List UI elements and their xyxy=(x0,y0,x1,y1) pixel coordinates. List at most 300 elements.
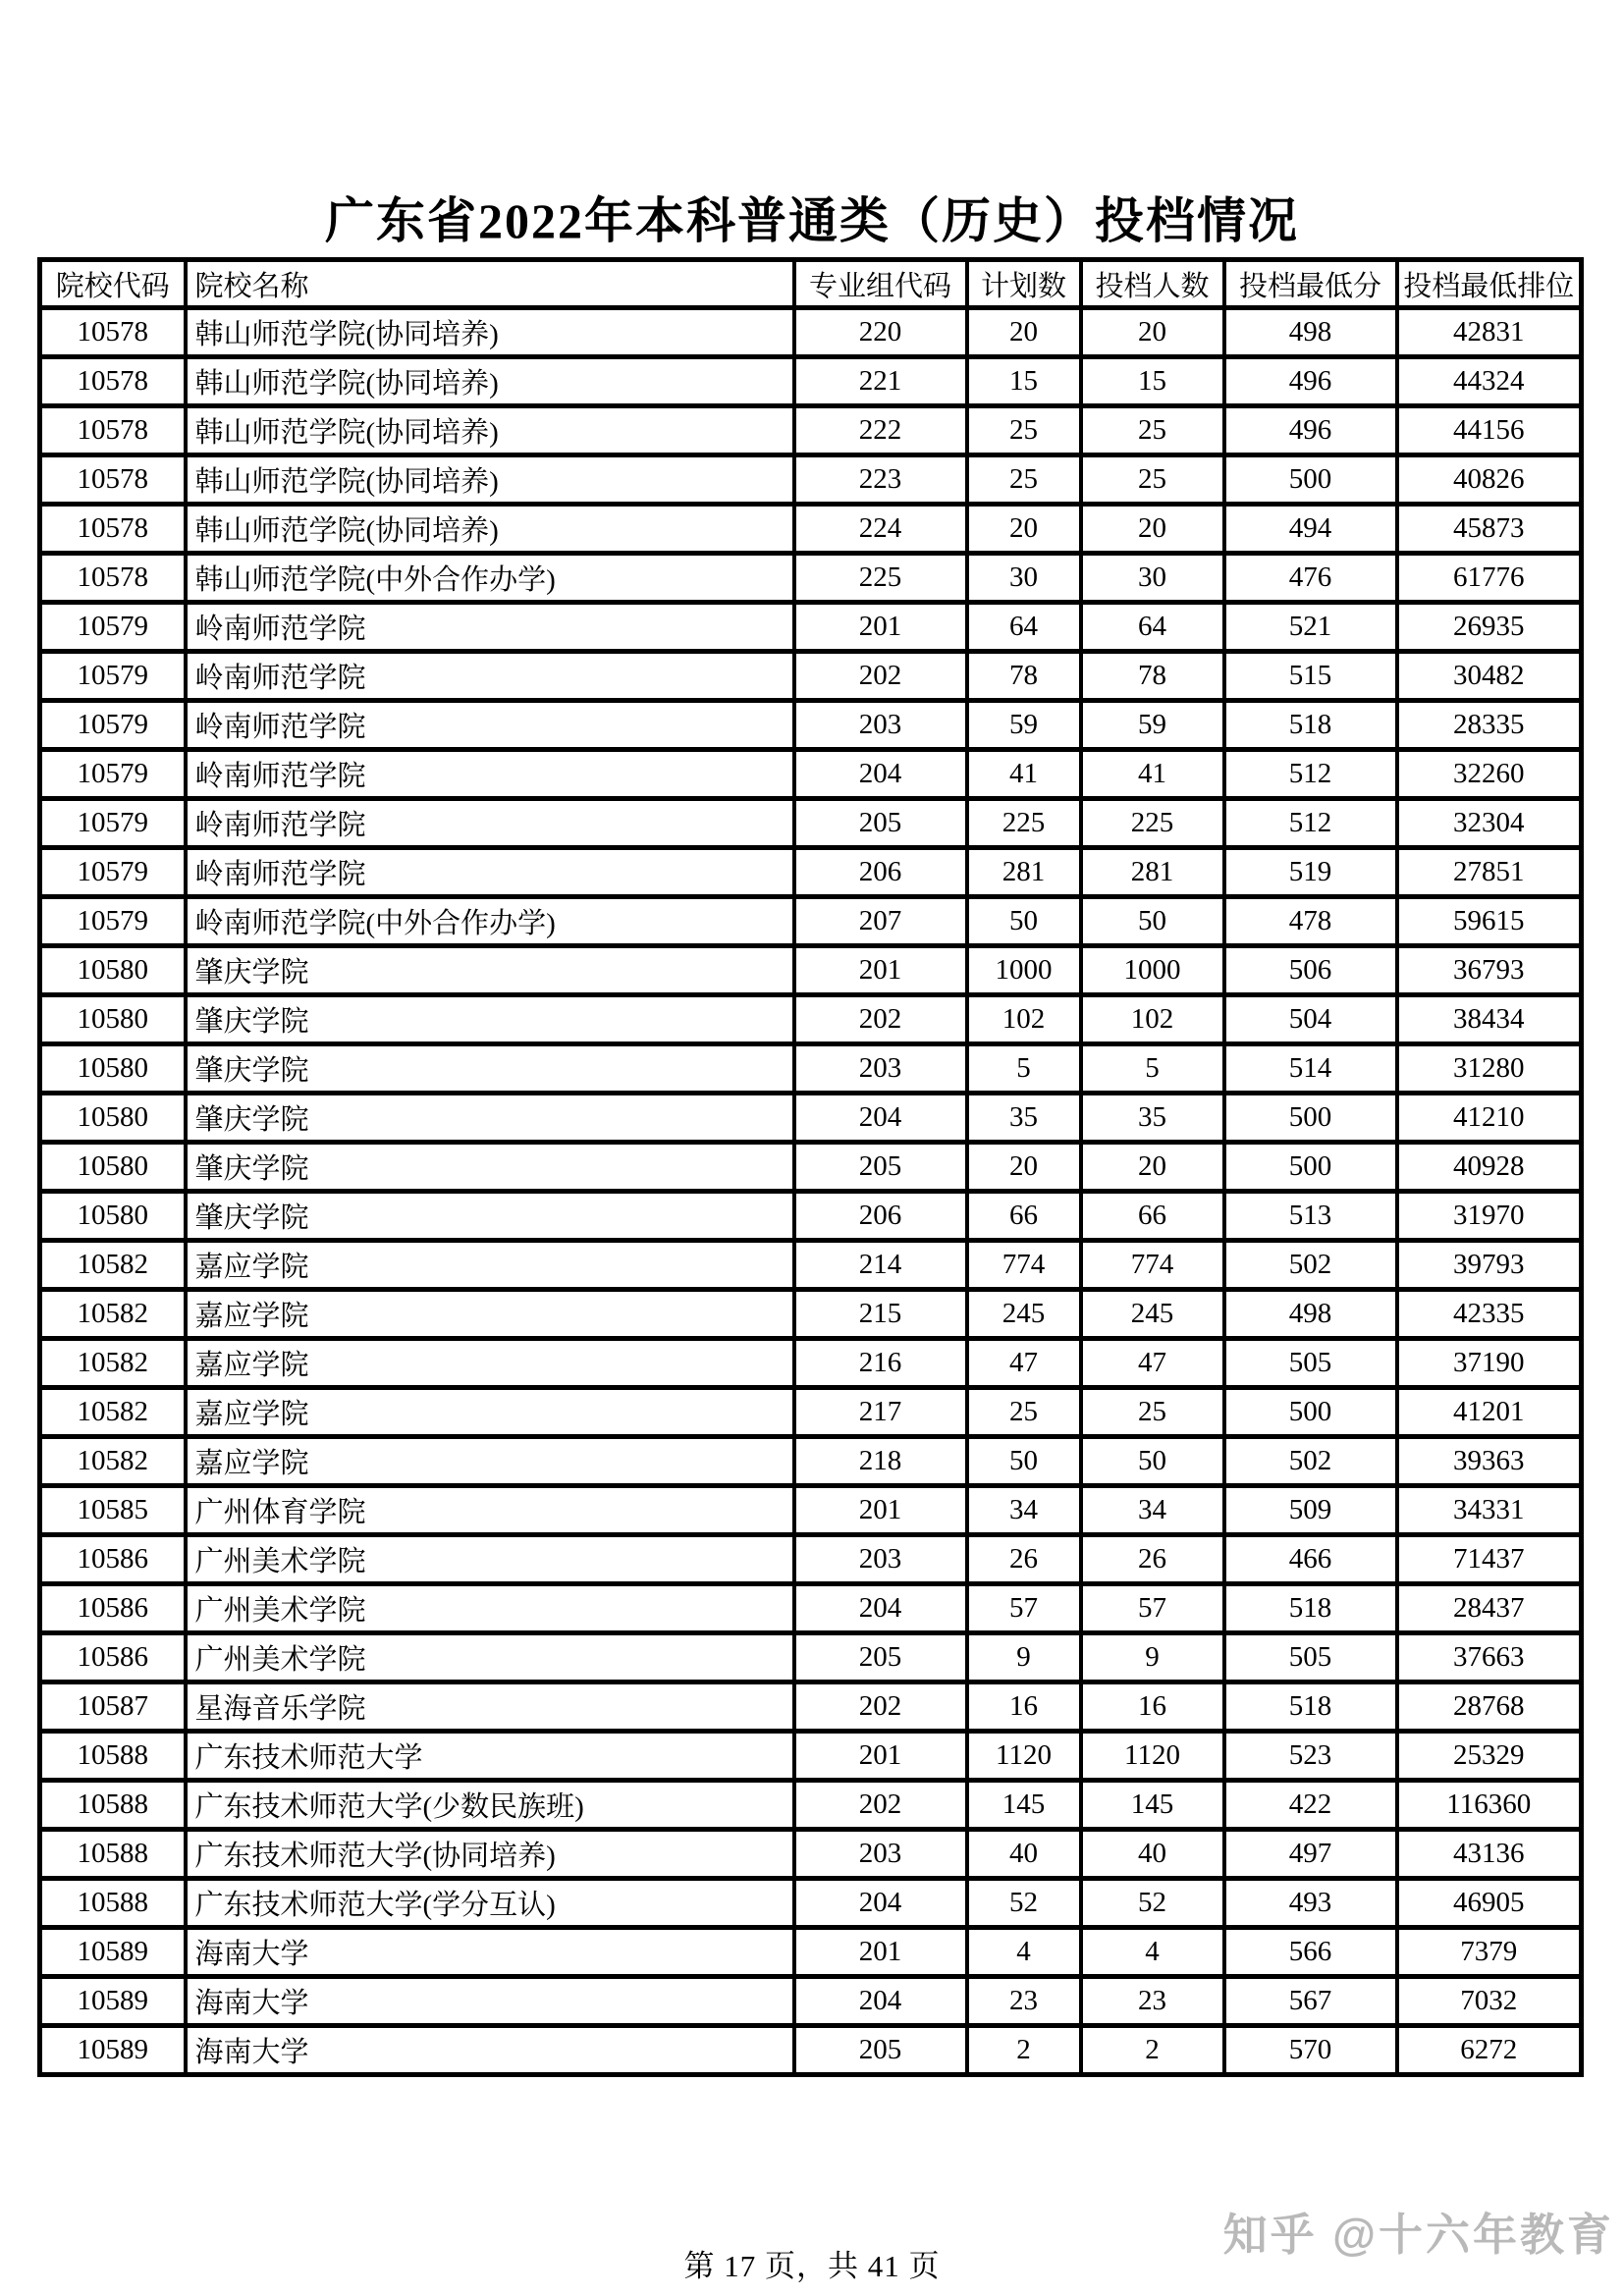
table-cell: 10579 xyxy=(40,799,186,848)
table-row xyxy=(40,1928,1582,1977)
table-cell: 7032 xyxy=(1397,1977,1582,2026)
table-cell: 海南大学 xyxy=(186,1977,794,2026)
admission-table xyxy=(37,257,1584,2077)
table-cell: 10588 xyxy=(40,1781,186,1830)
table-cell: 15 xyxy=(1081,357,1224,406)
column-header: 院校代码 xyxy=(40,260,186,308)
column-header: 院校名称 xyxy=(186,260,794,308)
table-cell: 16 xyxy=(967,1682,1081,1732)
table-cell: 25 xyxy=(967,455,1081,505)
table-cell: 嘉应学院 xyxy=(186,1339,794,1388)
table-cell: 509 xyxy=(1224,1486,1397,1535)
table-cell: 205 xyxy=(794,799,967,848)
table-cell: 59615 xyxy=(1397,897,1582,946)
table-cell: 1000 xyxy=(967,946,1081,995)
table-cell: 203 xyxy=(794,1535,967,1584)
table-cell: 34 xyxy=(967,1486,1081,1535)
table-cell: 1120 xyxy=(1081,1732,1224,1781)
table-cell: 10580 xyxy=(40,1044,186,1094)
table-cell: 4 xyxy=(1081,1928,1224,1977)
table-cell: 521 xyxy=(1224,603,1397,652)
table-cell: 225 xyxy=(1081,799,1224,848)
column-header: 投档最低分 xyxy=(1224,260,1397,308)
table-cell: 42831 xyxy=(1397,308,1582,357)
table-header-row xyxy=(40,260,1582,308)
table-cell: 31280 xyxy=(1397,1044,1582,1094)
table-cell: 518 xyxy=(1224,1682,1397,1732)
table-cell: 64 xyxy=(967,603,1081,652)
table-cell: 36793 xyxy=(1397,946,1582,995)
table-cell: 205 xyxy=(794,2026,967,2075)
table-cell: 海南大学 xyxy=(186,2026,794,2075)
table-cell: 206 xyxy=(794,848,967,897)
table-cell: 64 xyxy=(1081,603,1224,652)
table-cell: 10580 xyxy=(40,946,186,995)
table-cell: 肇庆学院 xyxy=(186,1143,794,1192)
table-cell: 广州体育学院 xyxy=(186,1486,794,1535)
watermark: 知乎 @十六年教育 xyxy=(1222,2210,1614,2260)
table-cell: 9 xyxy=(967,1633,1081,1682)
table-cell: 10579 xyxy=(40,848,186,897)
table-cell: 245 xyxy=(1081,1290,1224,1339)
table-cell: 500 xyxy=(1224,1388,1397,1437)
table-cell: 海南大学 xyxy=(186,1928,794,1977)
table-cell: 23 xyxy=(1081,1977,1224,2026)
table-cell: 519 xyxy=(1224,848,1397,897)
table-cell: 500 xyxy=(1224,455,1397,505)
table-cell: 10578 xyxy=(40,357,186,406)
table-cell: 42335 xyxy=(1397,1290,1582,1339)
table-cell: 45873 xyxy=(1397,505,1582,554)
table-row xyxy=(40,1535,1582,1584)
table-cell: 41 xyxy=(967,750,1081,799)
table-cell: 221 xyxy=(794,357,967,406)
table-cell: 478 xyxy=(1224,897,1397,946)
table-cell: 523 xyxy=(1224,1732,1397,1781)
table-cell: 570 xyxy=(1224,2026,1397,2075)
table-cell: 10580 xyxy=(40,995,186,1044)
table-cell: 518 xyxy=(1224,1584,1397,1633)
table-cell: 41201 xyxy=(1397,1388,1582,1437)
table-row xyxy=(40,995,1582,1044)
table-cell: 201 xyxy=(794,603,967,652)
table-cell: 10580 xyxy=(40,1094,186,1143)
table-cell: 512 xyxy=(1224,799,1397,848)
table-cell: 102 xyxy=(1081,995,1224,1044)
table-cell: 422 xyxy=(1224,1781,1397,1830)
table-cell: 66 xyxy=(967,1192,1081,1241)
table-cell: 46905 xyxy=(1397,1879,1582,1928)
table-cell: 10579 xyxy=(40,603,186,652)
table-row xyxy=(40,701,1582,750)
table-cell: 25 xyxy=(1081,455,1224,505)
table-row xyxy=(40,1682,1582,1732)
table-cell: 25 xyxy=(967,406,1081,455)
table-cell: 502 xyxy=(1224,1241,1397,1290)
table-cell: 10582 xyxy=(40,1241,186,1290)
table-row xyxy=(40,603,1582,652)
table-cell: 496 xyxy=(1224,406,1397,455)
table-cell: 217 xyxy=(794,1388,967,1437)
table-cell: 嘉应学院 xyxy=(186,1290,794,1339)
table-cell: 10589 xyxy=(40,1977,186,2026)
table-cell: 岭南师范学院 xyxy=(186,750,794,799)
table-cell: 5 xyxy=(1081,1044,1224,1094)
column-header: 计划数 xyxy=(967,260,1081,308)
table-cell: 肇庆学院 xyxy=(186,1044,794,1094)
table-cell: 10586 xyxy=(40,1633,186,1682)
table-cell: 韩山师范学院(协同培养) xyxy=(186,357,794,406)
table-cell: 476 xyxy=(1224,554,1397,603)
table-cell: 16 xyxy=(1081,1682,1224,1732)
table-cell: 203 xyxy=(794,1830,967,1879)
table-cell: 59 xyxy=(1081,701,1224,750)
table-cell: 78 xyxy=(967,652,1081,701)
table-cell: 广州美术学院 xyxy=(186,1584,794,1633)
table-cell: 116360 xyxy=(1397,1781,1582,1830)
table-row xyxy=(40,897,1582,946)
table-cell: 10582 xyxy=(40,1339,186,1388)
table-cell: 韩山师范学院(中外合作办学) xyxy=(186,554,794,603)
column-header: 投档最低排位 xyxy=(1397,260,1582,308)
table-cell: 嘉应学院 xyxy=(186,1388,794,1437)
table-cell: 47 xyxy=(967,1339,1081,1388)
table-cell: 10582 xyxy=(40,1290,186,1339)
table-cell: 281 xyxy=(1081,848,1224,897)
table-cell: 205 xyxy=(794,1633,967,1682)
table-cell: 567 xyxy=(1224,1977,1397,2026)
table-cell: 506 xyxy=(1224,946,1397,995)
table-cell: 星海音乐学院 xyxy=(186,1682,794,1732)
table-cell: 245 xyxy=(967,1290,1081,1339)
table-cell: 102 xyxy=(967,995,1081,1044)
column-header: 投档人数 xyxy=(1081,260,1224,308)
table-cell: 201 xyxy=(794,946,967,995)
table-cell: 40 xyxy=(967,1830,1081,1879)
table-cell: 30482 xyxy=(1397,652,1582,701)
table-cell: 韩山师范学院(协同培养) xyxy=(186,455,794,505)
table-row xyxy=(40,946,1582,995)
table-cell: 28437 xyxy=(1397,1584,1582,1633)
table-cell: 206 xyxy=(794,1192,967,1241)
table-cell: 25 xyxy=(1081,406,1224,455)
table-cell: 201 xyxy=(794,1732,967,1781)
table-cell: 7379 xyxy=(1397,1928,1582,1977)
table-cell: 66 xyxy=(1081,1192,1224,1241)
table-cell: 207 xyxy=(794,897,967,946)
table-cell: 20 xyxy=(1081,505,1224,554)
table-cell: 10578 xyxy=(40,505,186,554)
table-cell: 10579 xyxy=(40,750,186,799)
table-cell: 204 xyxy=(794,1584,967,1633)
table-cell: 10582 xyxy=(40,1437,186,1486)
table-cell: 10588 xyxy=(40,1879,186,1928)
table-row xyxy=(40,1143,1582,1192)
table-cell: 30 xyxy=(967,554,1081,603)
table-row xyxy=(40,1486,1582,1535)
table-row xyxy=(40,2026,1582,2075)
table-cell: 223 xyxy=(794,455,967,505)
table-cell: 10579 xyxy=(40,897,186,946)
table-row xyxy=(40,357,1582,406)
page-footer: 第 17 页，共 41 页 xyxy=(683,2249,941,2283)
table-cell: 566 xyxy=(1224,1928,1397,1977)
table-cell: 39793 xyxy=(1397,1241,1582,1290)
table-cell: 9 xyxy=(1081,1633,1224,1682)
table-cell: 25329 xyxy=(1397,1732,1582,1781)
table-cell: 34 xyxy=(1081,1486,1224,1535)
table-cell: 38434 xyxy=(1397,995,1582,1044)
table-cell: 广东技术师范大学(少数民族班) xyxy=(186,1781,794,1830)
table-row xyxy=(40,505,1582,554)
table-body xyxy=(40,308,1582,2075)
table-cell: 10578 xyxy=(40,554,186,603)
table-cell: 215 xyxy=(794,1290,967,1339)
table-cell: 广东技术师范大学(学分互认) xyxy=(186,1879,794,1928)
table-cell: 145 xyxy=(967,1781,1081,1830)
table-cell: 205 xyxy=(794,1143,967,1192)
table-cell: 40928 xyxy=(1397,1143,1582,1192)
table-cell: 43136 xyxy=(1397,1830,1582,1879)
table-cell: 23 xyxy=(967,1977,1081,2026)
table-cell: 220 xyxy=(794,308,967,357)
table-cell: 466 xyxy=(1224,1535,1397,1584)
table-cell: 512 xyxy=(1224,750,1397,799)
table-cell: 广东技术师范大学(协同培养) xyxy=(186,1830,794,1879)
table-cell: 78 xyxy=(1081,652,1224,701)
table-cell: 27851 xyxy=(1397,848,1582,897)
table-row xyxy=(40,1879,1582,1928)
table-cell: 10579 xyxy=(40,652,186,701)
table-cell: 肇庆学院 xyxy=(186,1094,794,1143)
table-cell: 496 xyxy=(1224,357,1397,406)
table-cell: 岭南师范学院 xyxy=(186,701,794,750)
table-cell: 10589 xyxy=(40,2026,186,2075)
table-cell: 500 xyxy=(1224,1143,1397,1192)
table-row xyxy=(40,308,1582,357)
table-cell: 岭南师范学院 xyxy=(186,848,794,897)
table-cell: 52 xyxy=(1081,1879,1224,1928)
table-cell: 281 xyxy=(967,848,1081,897)
table-row xyxy=(40,1977,1582,2026)
table-cell: 218 xyxy=(794,1437,967,1486)
table-row xyxy=(40,406,1582,455)
table-cell: 202 xyxy=(794,652,967,701)
table-cell: 224 xyxy=(794,505,967,554)
table-cell: 201 xyxy=(794,1928,967,1977)
table-cell: 498 xyxy=(1224,308,1397,357)
table-cell: 505 xyxy=(1224,1633,1397,1682)
table-cell: 35 xyxy=(967,1094,1081,1143)
table-cell: 韩山师范学院(协同培养) xyxy=(186,406,794,455)
table-cell: 40 xyxy=(1081,1830,1224,1879)
table-row xyxy=(40,652,1582,701)
table-cell: 214 xyxy=(794,1241,967,1290)
table-cell: 10588 xyxy=(40,1830,186,1879)
table-cell: 1120 xyxy=(967,1732,1081,1781)
table-cell: 57 xyxy=(967,1584,1081,1633)
table-cell: 10589 xyxy=(40,1928,186,1977)
table-row xyxy=(40,1781,1582,1830)
table-cell: 35 xyxy=(1081,1094,1224,1143)
table-cell: 774 xyxy=(1081,1241,1224,1290)
table-row xyxy=(40,1633,1582,1682)
table-row xyxy=(40,1584,1582,1633)
table-row xyxy=(40,799,1582,848)
table-cell: 514 xyxy=(1224,1044,1397,1094)
table-cell: 40826 xyxy=(1397,455,1582,505)
table-cell: 岭南师范学院 xyxy=(186,603,794,652)
table-cell: 10585 xyxy=(40,1486,186,1535)
table-cell: 31970 xyxy=(1397,1192,1582,1241)
table-cell: 28768 xyxy=(1397,1682,1582,1732)
table-cell: 202 xyxy=(794,1781,967,1830)
table-cell: 204 xyxy=(794,1094,967,1143)
table-row xyxy=(40,1290,1582,1339)
table-cell: 4 xyxy=(967,1928,1081,1977)
table-cell: 2 xyxy=(967,2026,1081,2075)
table-cell: 10578 xyxy=(40,406,186,455)
table-row xyxy=(40,1192,1582,1241)
table-cell: 26 xyxy=(1081,1535,1224,1584)
table-cell: 518 xyxy=(1224,701,1397,750)
table-cell: 2 xyxy=(1081,2026,1224,2075)
table-cell: 493 xyxy=(1224,1879,1397,1928)
table-cell: 10578 xyxy=(40,455,186,505)
table-cell: 10582 xyxy=(40,1388,186,1437)
table-cell: 韩山师范学院(协同培养) xyxy=(186,505,794,554)
table-cell: 201 xyxy=(794,1486,967,1535)
table-cell: 216 xyxy=(794,1339,967,1388)
table-cell: 50 xyxy=(967,897,1081,946)
table-cell: 498 xyxy=(1224,1290,1397,1339)
table-row xyxy=(40,1339,1582,1388)
table-cell: 嘉应学院 xyxy=(186,1437,794,1486)
table-cell: 20 xyxy=(967,505,1081,554)
table-cell: 59 xyxy=(967,701,1081,750)
table-row xyxy=(40,848,1582,897)
table-cell: 20 xyxy=(967,308,1081,357)
table-row xyxy=(40,1830,1582,1879)
table-cell: 37190 xyxy=(1397,1339,1582,1388)
table-cell: 25 xyxy=(967,1388,1081,1437)
table-cell: 204 xyxy=(794,1977,967,2026)
table-cell: 204 xyxy=(794,1879,967,1928)
table-cell: 202 xyxy=(794,1682,967,1732)
table-cell: 肇庆学院 xyxy=(186,1192,794,1241)
table-cell: 145 xyxy=(1081,1781,1224,1830)
table-cell: 肇庆学院 xyxy=(186,995,794,1044)
table-cell: 34331 xyxy=(1397,1486,1582,1535)
table-cell: 10578 xyxy=(40,308,186,357)
table-cell: 50 xyxy=(1081,1437,1224,1486)
table-cell: 10587 xyxy=(40,1682,186,1732)
table-cell: 10588 xyxy=(40,1732,186,1781)
table-cell: 57 xyxy=(1081,1584,1224,1633)
table-cell: 28335 xyxy=(1397,701,1582,750)
table-cell: 505 xyxy=(1224,1339,1397,1388)
table-cell: 497 xyxy=(1224,1830,1397,1879)
table-cell: 37663 xyxy=(1397,1633,1582,1682)
table-row xyxy=(40,455,1582,505)
table-cell: 岭南师范学院 xyxy=(186,799,794,848)
table-cell: 500 xyxy=(1224,1094,1397,1143)
table-cell: 10580 xyxy=(40,1192,186,1241)
table-cell: 32260 xyxy=(1397,750,1582,799)
table-cell: 52 xyxy=(967,1879,1081,1928)
page-title: 广东省2022年本科普通类（历史）投档情况 xyxy=(325,193,1299,248)
table-cell: 嘉应学院 xyxy=(186,1241,794,1290)
table-row xyxy=(40,1388,1582,1437)
table-row xyxy=(40,1044,1582,1094)
table-cell: 504 xyxy=(1224,995,1397,1044)
table-cell: 26935 xyxy=(1397,603,1582,652)
table-cell: 513 xyxy=(1224,1192,1397,1241)
table-cell: 5 xyxy=(967,1044,1081,1094)
table-cell: 30 xyxy=(1081,554,1224,603)
table-cell: 203 xyxy=(794,701,967,750)
table-cell: 225 xyxy=(967,799,1081,848)
table-cell: 494 xyxy=(1224,505,1397,554)
table-cell: 岭南师范学院(中外合作办学) xyxy=(186,897,794,946)
table-cell: 61776 xyxy=(1397,554,1582,603)
table-cell: 岭南师范学院 xyxy=(186,652,794,701)
table-cell: 20 xyxy=(967,1143,1081,1192)
table-cell: 203 xyxy=(794,1044,967,1094)
table-cell: 广州美术学院 xyxy=(186,1633,794,1682)
table-cell: 广东技术师范大学 xyxy=(186,1732,794,1781)
table-cell: 26 xyxy=(967,1535,1081,1584)
table-cell: 1000 xyxy=(1081,946,1224,995)
table-cell: 47 xyxy=(1081,1339,1224,1388)
table-row xyxy=(40,554,1582,603)
table-cell: 10579 xyxy=(40,701,186,750)
table-cell: 广州美术学院 xyxy=(186,1535,794,1584)
table-cell: 44156 xyxy=(1397,406,1582,455)
table-cell: 6272 xyxy=(1397,2026,1582,2075)
table-row xyxy=(40,1094,1582,1143)
table-cell: 20 xyxy=(1081,1143,1224,1192)
table-cell: 41210 xyxy=(1397,1094,1582,1143)
table-row xyxy=(40,1732,1582,1781)
table-cell: 15 xyxy=(967,357,1081,406)
table-cell: 41 xyxy=(1081,750,1224,799)
table-row xyxy=(40,750,1582,799)
table-cell: 774 xyxy=(967,1241,1081,1290)
table-cell: 39363 xyxy=(1397,1437,1582,1486)
table-cell: 32304 xyxy=(1397,799,1582,848)
table-cell: 10586 xyxy=(40,1535,186,1584)
table-row xyxy=(40,1437,1582,1486)
table-cell: 10586 xyxy=(40,1584,186,1633)
table-cell: 韩山师范学院(协同培养) xyxy=(186,308,794,357)
table-cell: 20 xyxy=(1081,308,1224,357)
table-cell: 肇庆学院 xyxy=(186,946,794,995)
table-cell: 25 xyxy=(1081,1388,1224,1437)
column-header: 专业组代码 xyxy=(794,260,967,308)
table-cell: 44324 xyxy=(1397,357,1582,406)
table-cell: 204 xyxy=(794,750,967,799)
table-cell: 515 xyxy=(1224,652,1397,701)
table-cell: 50 xyxy=(1081,897,1224,946)
table-cell: 225 xyxy=(794,554,967,603)
table-cell: 71437 xyxy=(1397,1535,1582,1584)
table-cell: 50 xyxy=(967,1437,1081,1486)
table-row xyxy=(40,1241,1582,1290)
table-cell: 222 xyxy=(794,406,967,455)
table-cell: 502 xyxy=(1224,1437,1397,1486)
table-cell: 10580 xyxy=(40,1143,186,1192)
